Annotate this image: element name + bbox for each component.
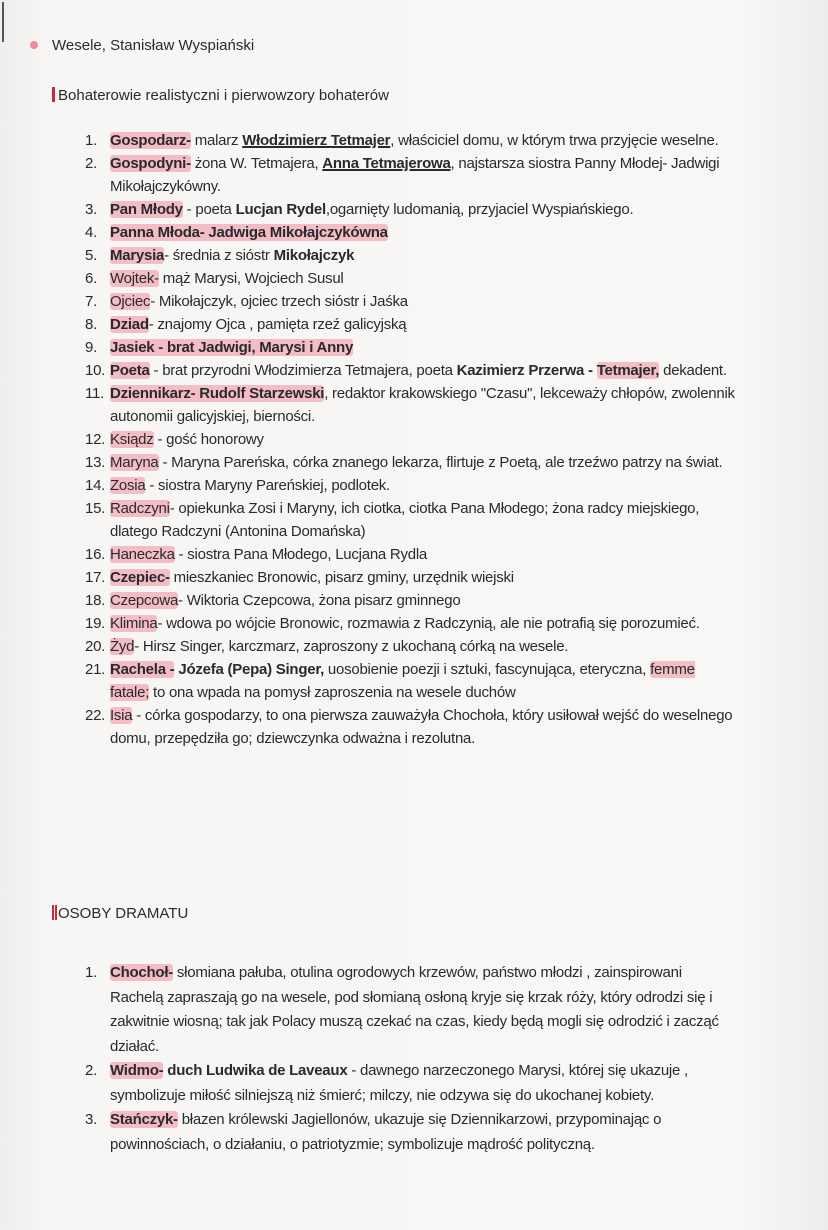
section-heading-1 (52, 87, 389, 104)
item-number: 11. (85, 385, 104, 402)
document-title: Wesele, Stanisław Wyspiański (52, 37, 255, 54)
list-item (85, 244, 735, 267)
highlighted-text: Ojciec (110, 293, 151, 310)
item-number: 16. (85, 546, 106, 563)
list-item (85, 589, 735, 612)
list-item (85, 221, 735, 244)
item-number: 14. (85, 477, 106, 494)
highlighted-text: Zosia (110, 477, 146, 494)
item-text: - Mikołajczyk, ojciec trzech sióstr i Jaśka (150, 293, 408, 310)
highlighted-text: Chochoł- (110, 964, 173, 981)
item-number: 9. (85, 339, 98, 356)
highlighted-text: Stańczyk- (110, 1111, 178, 1128)
item-number: 19. (85, 615, 106, 632)
list-item (85, 658, 735, 704)
list-item (85, 267, 735, 290)
item-number: 1. (85, 964, 98, 981)
item-number: 6. (85, 270, 98, 287)
roman-numeral-i-marker (52, 87, 55, 102)
list-item (85, 336, 735, 359)
item-text: to ona wpada na pomysł zaproszenia na wesele duchów (149, 684, 516, 701)
item-text: - dawnego narzeczonego Marysi, której się ukazuje , symbolizuje miłość silniejszą niż śmierć; milczy, nie odzywa się do ukochanej kobiety. (110, 1062, 688, 1104)
list-item (85, 474, 735, 497)
list-item (85, 1059, 735, 1108)
item-text: , właściciel domu, w którym trwa przyjęcie weselne. (390, 132, 719, 149)
list-item (85, 1108, 735, 1157)
list-item (85, 152, 735, 198)
item-text: - opiekunka Zosi i Maryny, ich ciotka, ciotka Pana Młodego; żona radcy miejskiego, dlatego Radczyni (Antonina Domańska) (110, 500, 700, 540)
highlighted-text: femme fatale; (110, 661, 695, 701)
item-text: dekadent. (659, 362, 727, 379)
item-text: - Maryna Pareńska, córka znanego lekarza, flirtuje z Poetą, ale trzeźwo patrzy na świat. (158, 454, 723, 471)
highlighted-text: Jasiek - brat Jadwigi, Marysi i Anny (110, 339, 354, 356)
item-number: 3. (85, 1111, 98, 1128)
item-number: 4. (85, 224, 98, 241)
characters-list-realistic (85, 129, 735, 750)
highlighted-text: Żyd (110, 638, 135, 655)
highlighted-text: Tetmajer, (596, 362, 660, 379)
item-text: słomiana pałuba, otulina ogrodowych krzewów, państwo młodzi , zainspirowani Rachelą zapraszają go na wesele, pod słomianą osłoną kryje się krzak róży, który odrodzi się i zakwitnie wiosną; tak jak Polacy muszą czekać na czas, kiedy będą mogli się odrodzić i zacząć działać. (110, 964, 719, 1055)
highlighted-text: Klimina (110, 615, 158, 632)
item-text: - średnia z sióstr (164, 247, 274, 264)
item-number: 2. (85, 155, 98, 172)
item-text: Józefa (Pepa) Singer, (178, 661, 325, 678)
list-item (85, 451, 735, 474)
list-item (85, 290, 735, 313)
item-text: - wdowa po wójcie Bronowic, rozmawia z Radczynią, ale nie potrafią się porozumieć. (157, 615, 700, 632)
item-text: - Wiktoria Czepcowa, żona pisarz gminnego (178, 592, 461, 609)
list-item (85, 612, 735, 635)
section-heading-text: OSOBY DRAMATU (58, 905, 189, 922)
item-text: , redaktor krakowskiego "Czasu", lekceważy chłopów, zwolennik autonomii galicyjskiej, bierności. (110, 385, 735, 425)
list-item (85, 359, 735, 382)
highlighted-text: Rachela - (110, 661, 175, 678)
item-number: 10. (85, 362, 106, 379)
item-number: 8. (85, 316, 98, 333)
item-number: 7. (85, 293, 98, 310)
list-item (85, 543, 735, 566)
highlighted-text: Panna Młoda- Jadwiga Mikołajczykówna (110, 224, 388, 241)
item-number: 12. (85, 431, 106, 448)
item-number: 22. (85, 707, 106, 724)
item-text: Anna Tetmajerowa (322, 155, 451, 172)
item-text: - brat przyrodni Włodzimierza Tetmajera, poeta (149, 362, 457, 379)
item-number: 18. (85, 592, 106, 609)
item-number: 13. (85, 454, 106, 471)
list-item (85, 382, 735, 428)
item-text: mieszkaniec Bronowic, pisarz gminy, urzędnik wiejski (169, 569, 514, 586)
item-text: - siostra Maryny Pareńskiej, podlotek. (145, 477, 390, 494)
list-item (85, 428, 735, 451)
highlighted-text: Poeta (110, 362, 150, 379)
list-item (85, 198, 735, 221)
characters-list-drama (85, 961, 735, 1157)
list-item (85, 566, 735, 589)
highlighted-text: Dziennikarz- Rudolf Starzewski (110, 385, 325, 402)
item-text: Mikołajczyk (273, 247, 355, 264)
item-text: - córka gospodarzy, to ona pierwsza zauważyła Chochoła, który usiłował wejść do weselnego domu, przepędziła go; dziewczynka odważna i rezolutna. (110, 707, 733, 747)
highlighted-text: Gospodarz- (110, 132, 191, 149)
item-number: 20. (85, 638, 106, 655)
roman-numeral-ii-marker (52, 905, 54, 920)
highlighted-text: Maryna (110, 454, 159, 471)
highlighted-text: Widmo- (110, 1062, 164, 1079)
item-text: Włodzimierz Tetmajer (242, 132, 391, 149)
item-text: duch Ludwika de Laveaux (163, 1062, 348, 1079)
item-number: 15. (85, 500, 106, 517)
list-item (85, 961, 735, 1059)
item-number: 17. (85, 569, 106, 586)
bullet-icon (30, 41, 38, 49)
item-number: 5. (85, 247, 98, 264)
highlighted-text: Haneczka (110, 546, 175, 563)
item-text: - poeta (182, 201, 236, 218)
list-item (85, 635, 735, 658)
list-item (85, 129, 735, 152)
list-item (85, 497, 735, 543)
item-text: - gość honorowy (153, 431, 264, 448)
highlighted-text: Wojtek- (110, 270, 159, 287)
highlighted-text: Czepcowa (110, 592, 179, 609)
section-heading-text: Bohaterowie realistyczni i pierwowzory bohaterów (58, 87, 389, 104)
item-number: 2. (85, 1062, 98, 1079)
item-text: - znajomy Ojca , pamięta rzeź galicyjską (148, 316, 407, 333)
item-text: - Hirsz Singer, karczmarz, zaproszony z ukochaną córką na wesele. (134, 638, 569, 655)
highlighted-text: Dziad (110, 316, 149, 333)
item-text: błazen królewski Jagiellonów, ukazuje się Dziennikarzowi, przypominając o powinnościach, o działaniu, o patriotyzmie; symbolizuje mądrość polityczną. (110, 1111, 662, 1153)
item-text: żona W. Tetmajera, (190, 155, 323, 172)
item-number: 1. (85, 132, 98, 149)
item-text: malarz (190, 132, 243, 149)
list-item (85, 704, 735, 750)
roman-numeral-ii-marker (55, 905, 57, 920)
item-text: ,ogarnięty ludomanią, przyjaciel Wyspiańskiego. (325, 201, 634, 218)
item-number: 3. (85, 201, 98, 218)
item-text: Lucjan Rydel (235, 201, 326, 218)
highlighted-text: Isia (110, 707, 133, 724)
highlighted-text: Ksiądz (110, 431, 154, 448)
item-text: mąż Marysi, Wojciech Susul (158, 270, 344, 287)
page-edge (2, 2, 4, 42)
item-text: , najstarsza siostra Panny Młodej- Jadwigi Mikołajczykówny. (110, 155, 720, 195)
item-number: 21. (85, 661, 106, 678)
highlighted-text: Radczyni (110, 500, 170, 517)
highlighted-text: Pan Młody (110, 201, 183, 218)
highlighted-text: Czepiec- (110, 569, 170, 586)
list-item (85, 313, 735, 336)
item-text: uosobienie poezji i sztuki, fascynująca, eteryczna, (324, 661, 651, 678)
item-text: - siostra Pana Młodego, Lucjana Rydla (174, 546, 428, 563)
section-heading-2 (52, 905, 188, 922)
highlighted-text: Marysia (110, 247, 165, 264)
item-text: Kazimierz Przerwa - (456, 362, 593, 379)
highlighted-text: Gospodyni- (110, 155, 191, 172)
